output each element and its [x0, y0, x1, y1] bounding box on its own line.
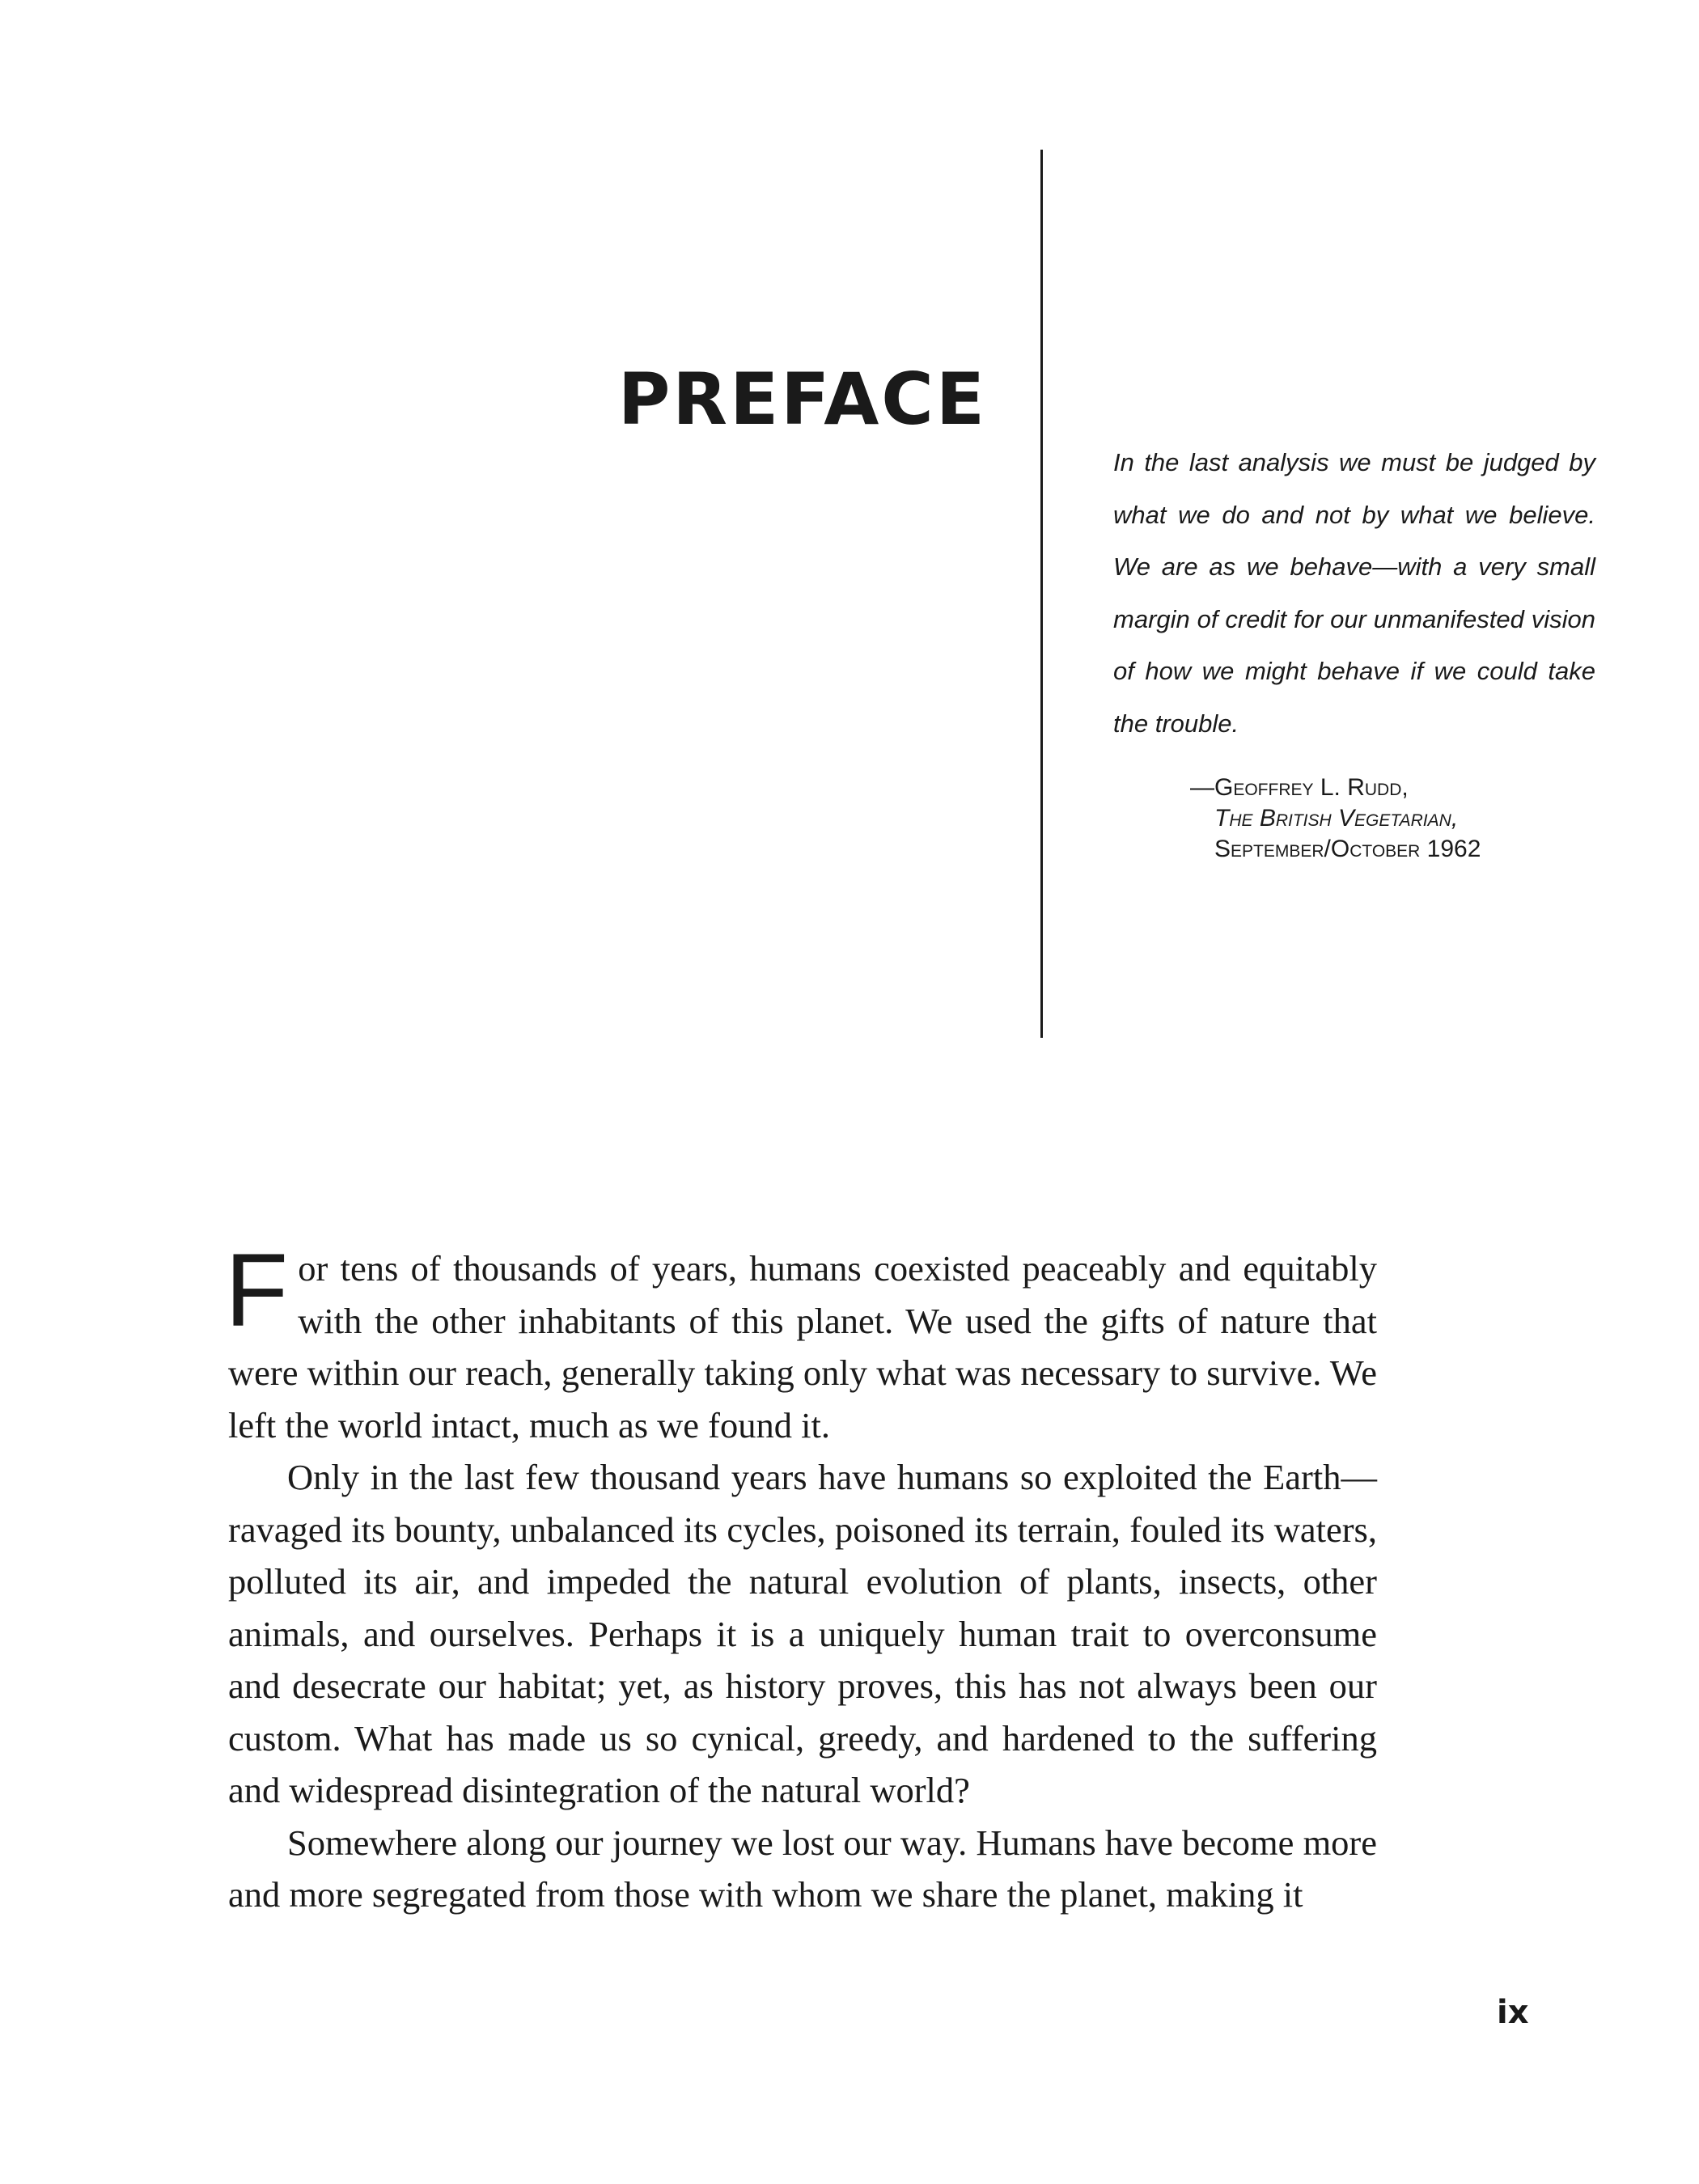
attribution-date: September/October 1962	[1214, 836, 1481, 862]
drop-cap: F	[225, 1233, 289, 1348]
chapter-title: PREFACE	[617, 358, 987, 441]
page-number: ix	[1497, 1994, 1529, 2031]
attribution-publication: The British Vegetarian,	[1214, 805, 1459, 832]
paragraph-1	[225, 1233, 1377, 1451]
paragraph-2: Only in the last few thousand years have humans so exploited the Earth—ravaged its bounty, unbalanced its cycles, poisoned its terrain, fouled its waters, polluted its air, and impeded the natural evolution of plants, insects, other animals, and ourselves. Perhaps it is a uniquely human trait to overconsume and desecrate our habitat; yet, as history proves, this has not always been our custom. What has made us so cynical, greedy, and hardened to the suffering and widespread disintegration of the natural world?	[228, 1457, 1377, 1810]
epigraph-quote: In the last analysis we must be judged by what we do and not by what we believe. We are as we behave—with a very small margin of credit for our unmanifested vision of how we might behave if we could take the trouble.	[1113, 448, 1595, 738]
epigraph-attribution	[1190, 772, 1595, 865]
epigraph	[1113, 437, 1595, 865]
attribution-author: —Geoffrey L. Rudd,	[1190, 774, 1409, 801]
paragraph-1-text: or tens of thousands of years, humans coexisted peaceably and equitably with the other inhabitants of this planet. We used the gifts of nature that were within our reach, generally taking only what was necessary to survive. We left the world intact, much as we found it.	[228, 1248, 1377, 1445]
paragraph-3: Somewhere along our journey we lost our way. Humans have become more and more segregated from those with whom we share the planet, making it	[228, 1822, 1377, 1915]
vertical-divider	[1040, 150, 1043, 1038]
body-text	[225, 1233, 1377, 1921]
